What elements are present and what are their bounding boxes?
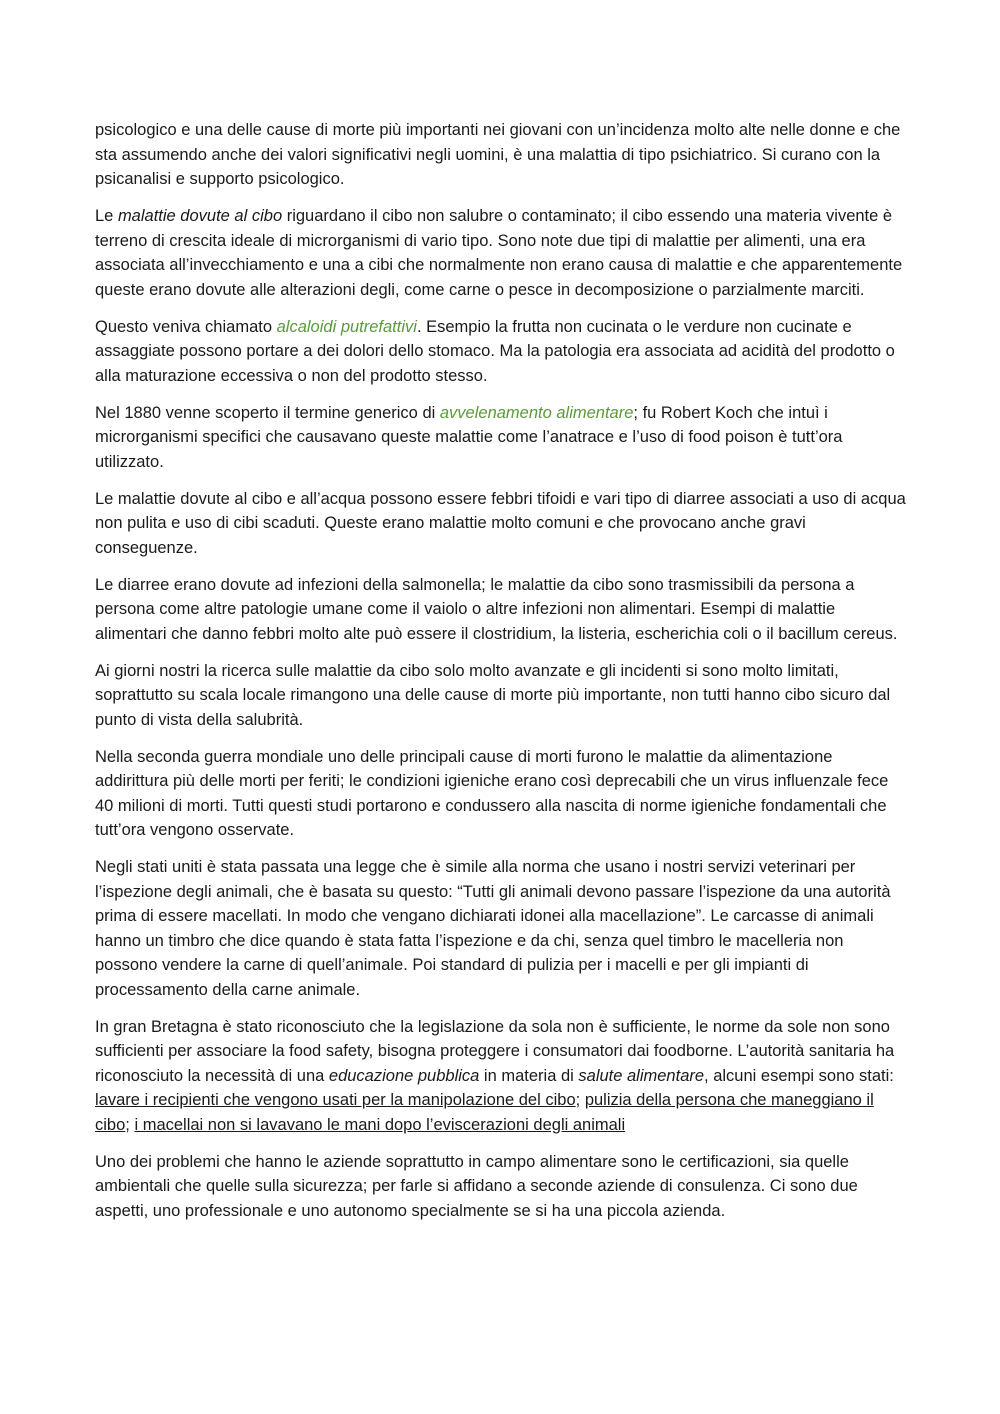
text-run: Questo veniva chiamato bbox=[95, 317, 277, 336]
italic-term: malattie dovute al cibo bbox=[117, 207, 283, 225]
paragraph bbox=[95, 315, 907, 389]
underlined-example: pulizia della persona che maneggiano il cibo bbox=[95, 1091, 874, 1134]
underlined-example: i macellai non si lavavano le mani dopo l’eviscerazioni degli animali bbox=[134, 1115, 626, 1134]
text-run: in materia di bbox=[479, 1066, 579, 1085]
text-run: , alcuni esempi sono stati: bbox=[704, 1066, 894, 1085]
underlined-example: lavare i recipienti che vengono usati per la manipolazione del cibo bbox=[95, 1091, 576, 1109]
text-run: ; bbox=[575, 1091, 585, 1109]
highlighted-term: avvelenamento alimentare bbox=[439, 403, 634, 422]
paragraph: Nella seconda guerra mondiale uno delle principali cause di morti furono le malattie da alimentazione addirittura più delle morti per feriti; le condizioni igieniche erano così deprecabili che un virus influenzale fece 40 milioni di morti. Tutti questi studi portarono e condussero alla nascita di norme igieniche fondamentali che tutt’ora vengono osservate. bbox=[95, 747, 889, 839]
text-run: Le bbox=[95, 207, 118, 225]
paragraph: Negli stati uniti è stata passata una legge che è simile alla norma che usano i nostri servizi veterinari per l’ispezione degli animali, che è basata su questo: “Tutti gli animali devono passare l’ispezione da una autorità prima di essere macellati. In modo che vengano dichiarati idonei alla macellazione”. Le carcasse di animali hanno un timbro che dice quando è stata fatta l’ispezione e da chi, senza quel timbro le macelleria non possono vendere la carne di quell’animale. Poi standard di pulizia per i macelli e per gli impianti di processamento della carne animale. bbox=[95, 858, 891, 999]
paragraph bbox=[95, 1015, 907, 1138]
italic-term: salute alimentare bbox=[578, 1066, 705, 1085]
paragraph: Le diarree erano dovute ad infezioni della salmonella; le malattie da cibo sono trasmissibili da persona a persona come altre patologie umane come il vaiolo o altre infezioni non alimentari. Esempi di malattie alimentari che danno febbri molto alte può essere il clostridium, la listeria, escherichia coli o il bacillum cereus. bbox=[95, 575, 898, 643]
text-run: Nel 1880 venne scoperto il termine generico di bbox=[95, 403, 440, 422]
text-run: ; bbox=[125, 1115, 135, 1134]
paragraph: Uno dei problemi che hanno le aziende soprattutto in campo alimentare sono le certificazioni, sia quelle ambientali che quelle sulla sicurezza; per farle si affidano a seconde aziende di consulenza. Ci sono due aspetti, uno professionale e uno autonomo specialmente se si ha una piccola azienda. bbox=[95, 1152, 858, 1220]
text-run: ; fu Robert Koch che intuì i microrganismi specifici che causavano queste malattie come l’anatrace e l’uso di food poison è tutt’ora utilizzato. bbox=[95, 403, 843, 471]
italic-term: educazione pubblica bbox=[328, 1066, 480, 1085]
paragraph: Le malattie dovute al cibo e all’acqua possono essere febbri tifoidi e vari tipo di diarree associati a uso di acqua non pulita e uso di cibi scaduti. Queste erano malattie molto comuni e che provocano anche gravi conseguenze. bbox=[95, 489, 906, 557]
text-run: riguardano il cibo non salubre o contaminato; il cibo essendo una materia vivente è terreno di crescita ideale di microrganismi di vario tipo. Sono note due tipi di malattie per alimenti, una era associata all’invecchiamento e una a cibi che normalmente non erano causa di malattie e che apparentemente queste erano dovute alle alterazioni degli, come carne o pesce in decomposizione o parzialmente marciti. bbox=[95, 207, 903, 299]
paragraph bbox=[95, 401, 907, 475]
paragraph: Ai giorni nostri la ricerca sulle malattie da cibo solo molto avanzate e gli incidenti si sono molto limitati, soprattutto su scala locale rimangono una delle cause di morte più importante, non tutti hanno cibo sicuro dal punto di vista della salubrità. bbox=[95, 661, 891, 729]
paragraph bbox=[95, 204, 907, 302]
text-run: In gran Bretagna è stato riconosciuto che la legislazione da sola non è sufficiente, le norme da sole non sono sufficienti per associare la food safety, bisogna proteggere i consumatori dai foodborne. L’autorità sanitaria ha riconosciuto la necessità di una bbox=[95, 1017, 895, 1085]
paragraph: psicologico e una delle cause di morte più importanti nei giovani con un’incidenza molto alte nelle donne e che sta assumendo anche dei valori significativi negli uomini, è una malattia di tipo psichiatrico. Si curano con la psicanalisi e supporto psicologico. bbox=[95, 121, 901, 188]
document-page bbox=[95, 118, 907, 1236]
highlighted-term: alcaloidi putrefattivi bbox=[276, 317, 417, 336]
text-run: . Esempio la frutta non cucinata o le verdure non cucinate e assaggiate possono portare a dei dolori dello stomaco. Ma la patologia era associata ad acidità del prodotto o alla maturazione eccessiva o non del prodotto stesso. bbox=[95, 317, 895, 385]
